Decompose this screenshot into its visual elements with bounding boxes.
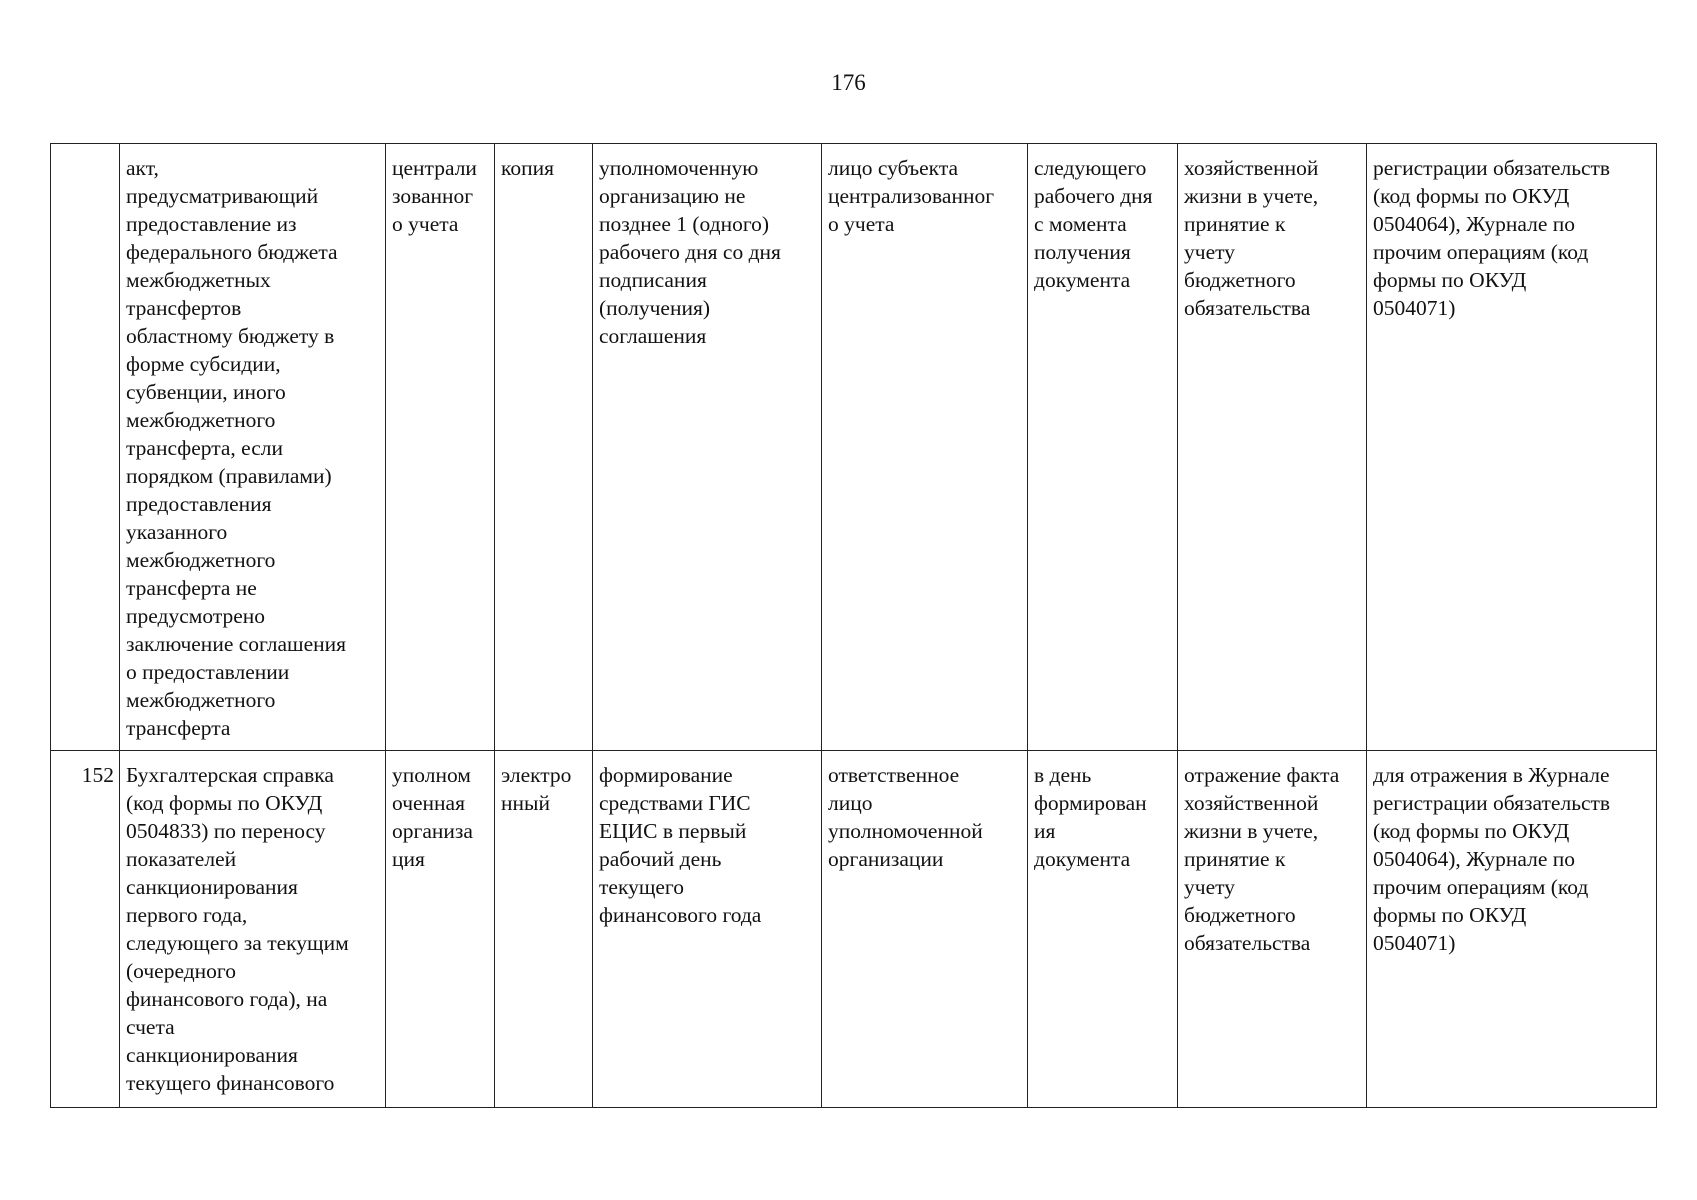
page-number: 176 [831,70,866,95]
format-cell: электро нный [495,751,593,1108]
submission-term-cell: формирование средствами ГИС ЕЦИС в первый рабочий день текущего финансового года [593,751,822,1108]
submission-term-cell: уполномоченную организацию не позднее 1 (одного) рабочего дня со дня подписания (получения) соглашения [593,144,822,751]
registers-cell: для отражения в Журнале регистрации обязательств (код формы по ОКУД 0504064), Журнале по прочим операциям (код формы по ОКУД 0504071) [1367,751,1657,1108]
row-number-cell [51,144,120,751]
table-row [51,144,1657,751]
table-row [51,751,1657,1108]
purpose-cell: хозяйственной жизни в учете, принятие к учету бюджетного обязательства [1178,144,1367,751]
compiler-cell: уполном оченная организа ция [386,751,495,1108]
deadline-cell: в день формирован ия документа [1028,751,1178,1108]
document-name-cell: Бухгалтерская справка (код формы по ОКУД 0504833) по переносу показателей санкционирования первого года, следующего за текущим (очередного финансового года), на счета санкционирования текущего финансового [120,751,386,1108]
compiler-cell: централи зованног о учета [386,144,495,751]
responsible-person-cell: лицо субъекта централизованног о учета [822,144,1028,751]
row-number-cell: 152 [51,751,120,1108]
deadline-cell: следующего рабочего дня с момента получения документа [1028,144,1178,751]
registers-cell: регистрации обязательств (код формы по ОКУД 0504064), Журнале по прочим операциям (код формы по ОКУД 0504071) [1367,144,1657,751]
format-cell: копия [495,144,593,751]
document-name-cell: акт, предусматривающий предоставление из федерального бюджета межбюджетных трансфертов областному бюджету в форме субсидии, субвенции, иного межбюджетного трансферта, если порядком (правилами) предоставления указанного межбюджетного трансферта не предусмотрено заключение соглашения о предоставлении межбюджетного трансферта [120,144,386,751]
purpose-cell: отражение факта хозяйственной жизни в учете, принятие к учету бюджетного обязательства [1178,751,1367,1108]
document-table [50,143,1657,1108]
responsible-person-cell: ответственное лицо уполномоченной организации [822,751,1028,1108]
